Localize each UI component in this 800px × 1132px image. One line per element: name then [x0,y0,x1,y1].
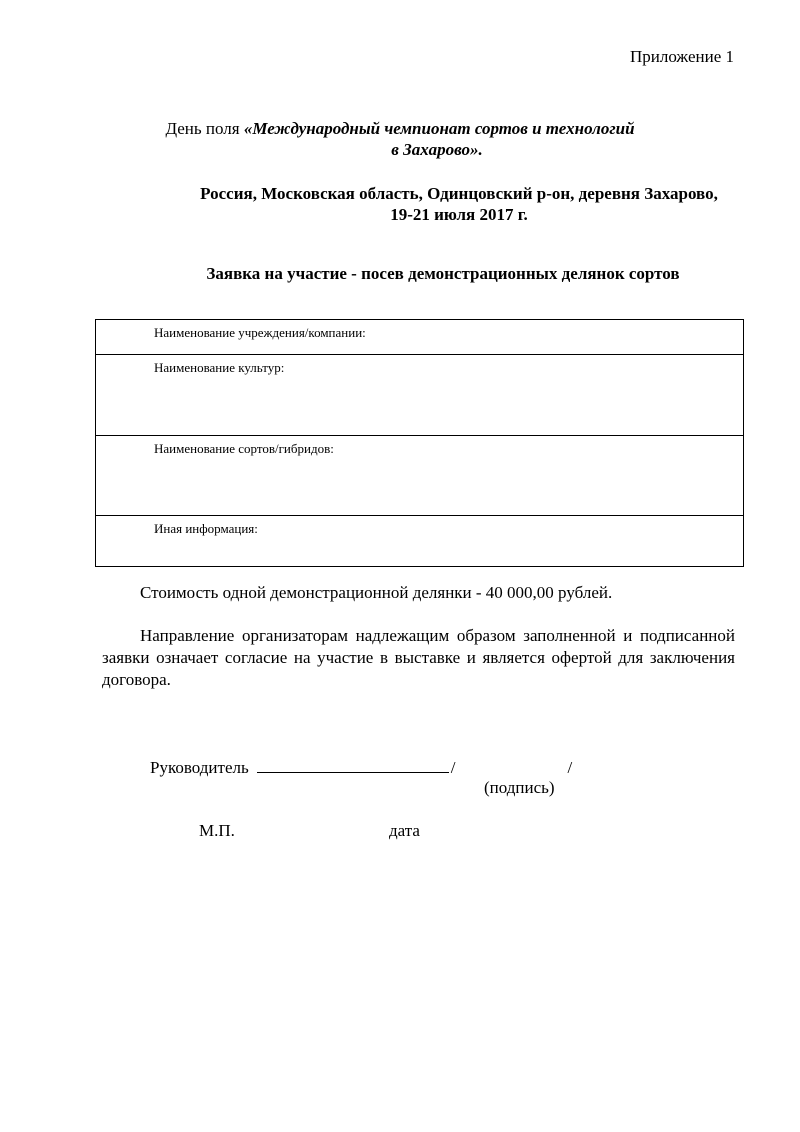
signature-line [150,756,572,778]
application-title: Заявка на участие - посев демонстрационных делянок сортов [206,264,680,283]
form-row-other-info[interactable] [96,516,743,566]
location-line1: Россия, Московская область, Одинцовский р-он, деревня Захарово, [200,184,718,203]
signature-separator-right: / [567,758,573,777]
form-label-other-info: Иная информация: [154,521,258,536]
signature-label: Руководитель [150,758,249,777]
signature-caption: (подпись) [484,778,555,797]
event-name-line2: в Захарово». [391,140,483,159]
form-row-varieties[interactable] [96,436,743,516]
plot-cost-text: Стоимость одной демонстрационной делянки - 40 000,00 рублей. [140,583,613,602]
date-label: дата [389,821,420,840]
form-row-organization[interactable] [96,320,743,355]
form-label-varieties: Наименование сортов/гибридов: [154,441,334,456]
form-row-crops[interactable] [96,355,743,436]
application-form-table [95,319,744,567]
signature-blank[interactable] [257,756,449,773]
appendix-label: Приложение 1 [630,47,734,66]
event-title-line1 [0,118,800,139]
event-location [0,183,800,225]
stamp-label: М.П. [199,821,235,840]
form-label-crops: Наименование культур: [154,360,285,375]
event-title [0,118,800,160]
signature-separator-left: / [450,758,456,777]
offer-paragraph: Направление организаторам надлежащим образом заполненной и подписанной заявки означает согласие на участие в выставке и является офертой для заключения договора. [102,626,735,689]
location-dates: 19-21 июля 2017 г. [390,205,528,224]
form-label-organization: Наименование учреждения/компании: [154,325,366,340]
event-prefix: День поля [165,119,244,138]
event-name: «Международный чемпионат сортов и технологий [243,119,635,138]
